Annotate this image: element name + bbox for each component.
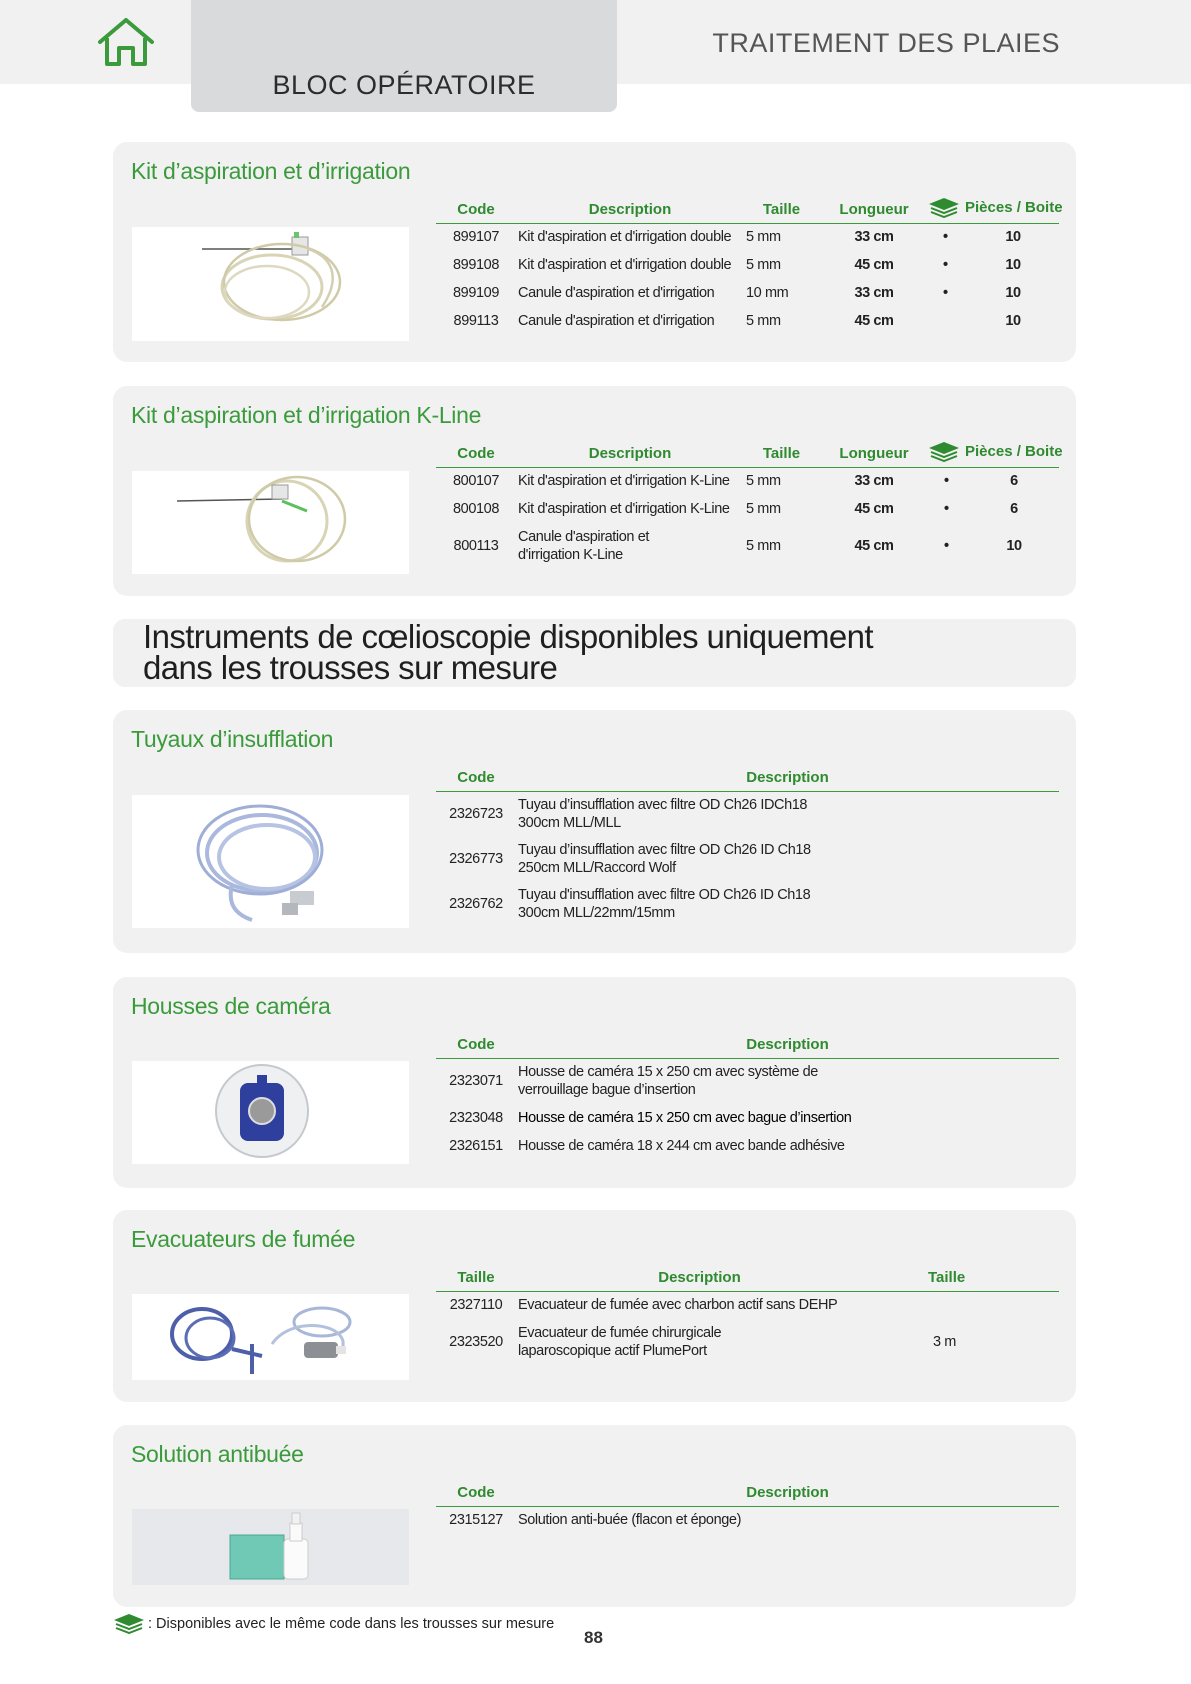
tube-coil-icon [132, 795, 409, 928]
product-image-insufflation [132, 795, 409, 928]
table-row: 899108 Kit d'aspiration et d'irrigation double 5 mm 45 cm • 10 [453, 257, 1021, 273]
product-card-camera-covers [113, 977, 1076, 1188]
table-row: 899109 Canule d'aspiration et d'irrigation 10 mm 33 cm • 10 [453, 285, 1021, 301]
table-row: 800107 Kit d'aspiration et d'irrigation K-Line 5 mm 33 cm • 6 [453, 473, 1018, 490]
tubing-icon [132, 227, 409, 341]
product-card-aspiration-kit [113, 142, 1076, 362]
table-row: 2326723 Tuyau d’insufflation avec filtre OD Ch26 IDCh18 300cm MLL/MLL [449, 796, 808, 831]
layers-icon [929, 442, 959, 462]
table-row: 2326151 Housse de caméra 18 x 244 cm avec bande adhésive [449, 1138, 845, 1154]
product-image-kline [132, 471, 409, 574]
page-title: TRAITEMENT DES PLAIES [712, 28, 1060, 58]
table-row: 2323520 Evacuateur de fumée chirurgicale laparoscopique actif PlumePort 3 m [449, 1325, 956, 1359]
product-table-smoke-evacuators [436, 1265, 1059, 1365]
section-tab-label: BLOC OPÉRATOIRE [272, 70, 536, 100]
product-card-smoke-evacuators [113, 1210, 1076, 1402]
col-description: Description [516, 1032, 1059, 1058]
table-row: 800108 Kit d'aspiration et d'irrigation K-Line 5 mm 45 cm • 6 [453, 501, 1018, 517]
card-title: Kit d’aspiration et d’irrigation K-Line [131, 402, 482, 428]
layers-icon [114, 1614, 144, 1634]
col-length: Longueur [819, 197, 929, 223]
product-table-insufflation [436, 765, 1059, 926]
table-row: 2326762 Tuyau d'insufflation avec filtre OD Ch26 ID Ch18 300cm MLL/22mm/15mm [449, 886, 811, 921]
banner-heading: Instruments de cœlioscopie disponibles uniquement dans les trousses sur mesure [143, 618, 874, 686]
product-image-antifog [132, 1509, 409, 1585]
col-code: Code [436, 1032, 516, 1058]
section-tab[interactable] [191, 0, 617, 112]
home-icon[interactable] [96, 16, 156, 68]
card-title: Housses de caméra [131, 993, 331, 1019]
laparoscopy-banner [113, 619, 1076, 687]
product-image-smoke-evacuator [132, 1294, 409, 1380]
table-row: 2327110 Evacuateur de fumée avec charbon actif sans DEHP [449, 1297, 838, 1314]
col-code: Code [436, 1480, 516, 1506]
col-description: Description [516, 765, 1059, 791]
product-image-camera-cover [132, 1061, 409, 1164]
antifog-kit-icon [132, 1509, 409, 1585]
table-row: 800113 Canule d'aspiration et d'irrigation K-Line 5 mm 45 cm • 10 [453, 529, 1022, 563]
col-code: Taille [436, 1265, 516, 1291]
col-description: Description [516, 1480, 1059, 1506]
table-row: 2323071 Housse de caméra 15 x 250 cm avec système de verrouillage bague d’insertion [449, 1064, 818, 1099]
col-size: Taille [744, 441, 819, 467]
product-table-camera-covers [436, 1032, 1059, 1160]
product-table-aspiration-kit [436, 197, 1063, 335]
product-card-antifog [113, 1425, 1076, 1607]
table-row: 2323048 Housse de caméra 15 x 250 cm avec bague d’insertion [449, 1110, 852, 1126]
col-size: Taille [744, 197, 819, 223]
product-card-kline [113, 386, 1076, 596]
product-image-aspiration-kit [132, 227, 409, 341]
smoke-evacuator-icon [132, 1294, 409, 1380]
card-title: Kit d’aspiration et d’irrigation [131, 158, 411, 184]
col-length: Longueur [819, 441, 929, 467]
table-row: 899107 Kit d'aspiration et d'irrigation double 5 mm 33 cm • 10 [453, 229, 1021, 246]
camera-cover-icon [132, 1061, 409, 1164]
product-card-insufflation [113, 710, 1076, 953]
col-pieces: Pièces / Boite [929, 441, 1059, 467]
card-title: Evacuateurs de fumée [131, 1226, 356, 1252]
table-row: 899113 Canule d'aspiration et d'irrigation 5 mm 45 cm 10 [453, 313, 1021, 329]
footnote [114, 1614, 554, 1634]
page-number: 88 [584, 1628, 603, 1647]
product-table-antifog [436, 1480, 1059, 1534]
col-description: Description [516, 197, 744, 223]
col-size: Taille [883, 1265, 1059, 1291]
col-code: Code [436, 441, 516, 467]
table-row: 2326773 Tuyau d’insufflation avec filtre OD Ch26 ID Ch18 250cm MLL/Raccord Wolf [449, 841, 811, 876]
product-table-kline [436, 441, 1063, 569]
col-description: Description [516, 1265, 883, 1291]
table-row: 2315127 Solution anti-buée (flacon et éponge) [449, 1512, 742, 1529]
footnote-text: : Disponibles avec le même code dans les trousses sur mesure [148, 1616, 555, 1632]
tubing-icon [132, 471, 409, 574]
card-title: Tuyaux d’insufflation [131, 726, 334, 752]
card-title: Solution antibuée [131, 1441, 304, 1467]
col-pieces: Pièces / Boite [929, 197, 1059, 223]
col-code: Code [436, 197, 516, 223]
col-description: Description [516, 441, 744, 467]
layers-icon [929, 198, 959, 218]
col-code: Code [436, 765, 516, 791]
